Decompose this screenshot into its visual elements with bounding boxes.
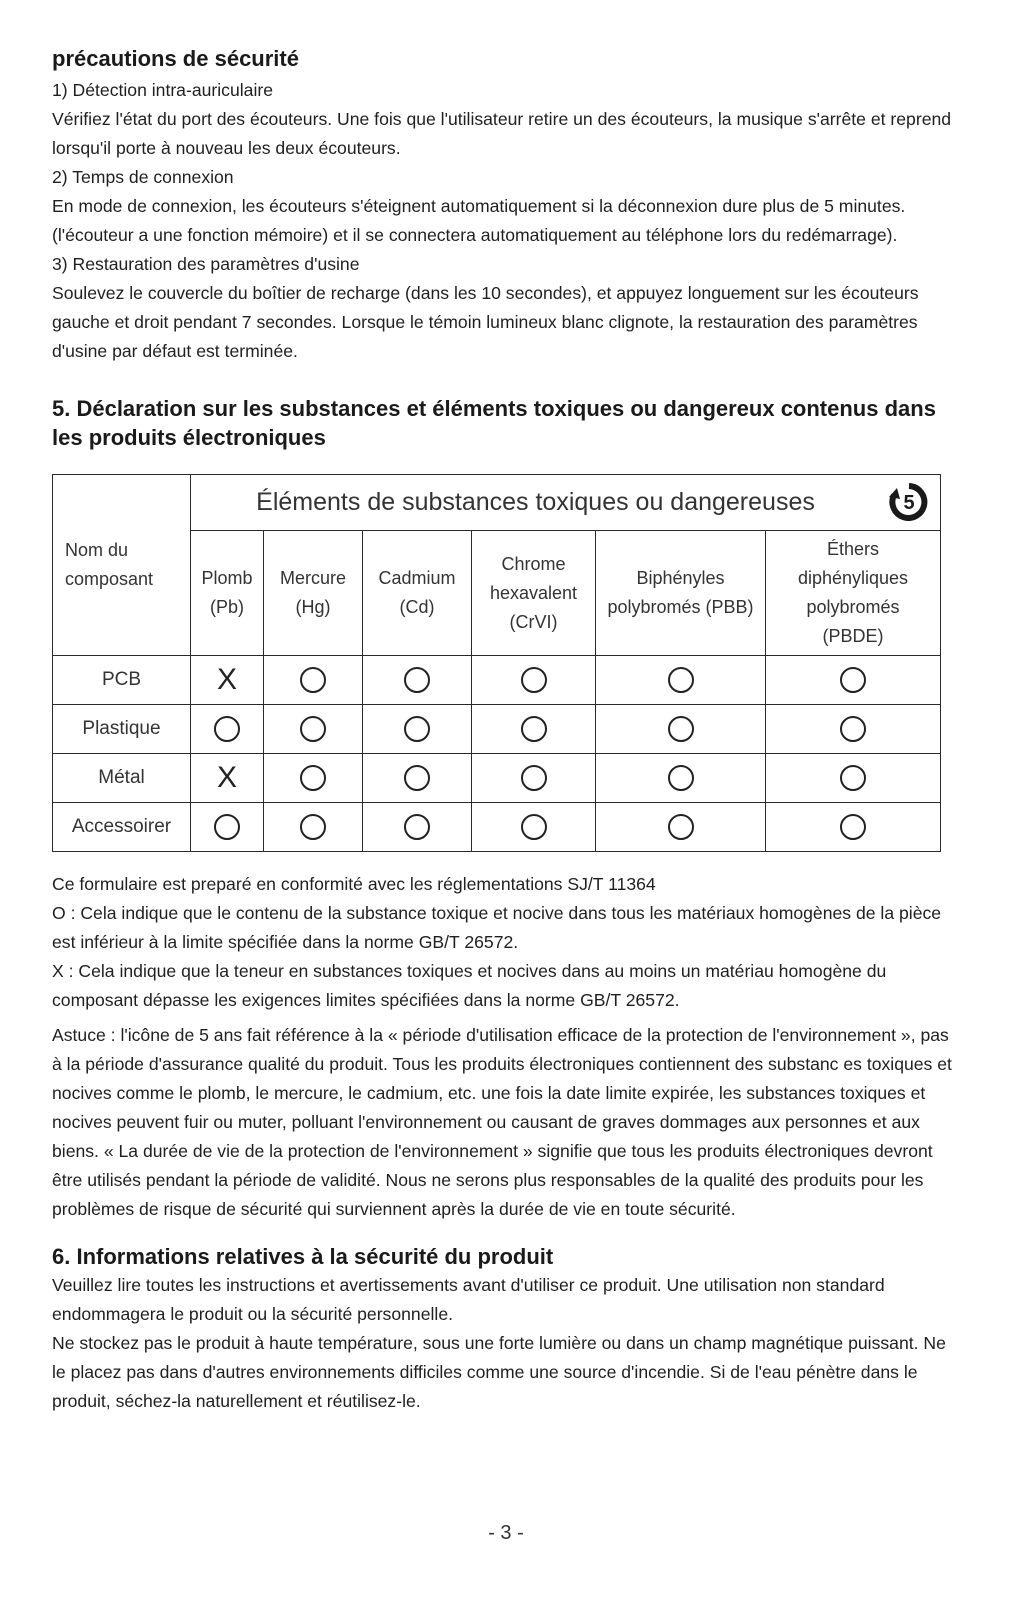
column-header: Mercure (Hg)	[264, 531, 363, 656]
substance-mark-cell	[191, 754, 264, 803]
toxic-substances-table	[52, 474, 941, 852]
component-name-header	[53, 475, 191, 656]
component-name-cell: Métal	[53, 754, 191, 803]
substance-mark-cell	[191, 705, 264, 754]
below-limit-circle-mark	[214, 716, 240, 742]
substance-mark-cell	[264, 656, 363, 705]
connection-time-heading: 2) Temps de connexion	[52, 167, 234, 187]
substance-mark-cell	[191, 656, 264, 705]
note-o-meaning: O : Cela indique que le contenu de la substance toxique et nocive dans tous les matériaux homogènes de la pièce est inférieur à la limite spécifiée dans la norme GB/T 26572.	[52, 903, 942, 952]
below-limit-circle-mark	[300, 814, 326, 840]
below-limit-circle-mark	[300, 765, 326, 791]
substance-mark-cell	[472, 656, 596, 705]
substance-mark-cell	[766, 803, 941, 852]
substance-mark-cell	[596, 705, 766, 754]
substance-mark-cell	[766, 656, 941, 705]
note-x-meaning: X : Cela indique que la teneur en substances toxiques et nocives dans au moins un matériau homogène du composant dépasse les exigences limites spécifiées dans la norme GB/T 26572.	[52, 961, 887, 1010]
factory-reset-heading: 3) Restauration des paramètres d'usine	[52, 254, 360, 274]
substance-mark-cell	[191, 803, 264, 852]
below-limit-circle-mark	[521, 716, 547, 742]
eco-5-year-icon	[888, 483, 930, 521]
substance-mark-cell	[264, 754, 363, 803]
component-name-cell: Plastique	[53, 705, 191, 754]
component-name-cell: Accessoirer	[53, 803, 191, 852]
below-limit-circle-mark	[840, 814, 866, 840]
substance-mark-cell	[596, 803, 766, 852]
exceeds-limit-mark: X	[216, 761, 237, 794]
below-limit-circle-mark	[521, 667, 547, 693]
below-limit-circle-mark	[521, 765, 547, 791]
table-body	[53, 656, 941, 852]
substance-mark-cell	[264, 705, 363, 754]
below-limit-circle-mark	[214, 814, 240, 840]
substance-mark-cell	[766, 754, 941, 803]
substance-mark-cell	[472, 754, 596, 803]
substance-mark-cell	[363, 705, 472, 754]
factory-reset-text: Soulevez le couvercle du boîtier de recharge (dans les 10 secondes), et appuyez longuement sur les écouteurs gauche et droit pendant 7 secondes. Lorsque le témoin lumineux blanc clignote, la restauration des paramètres d'usine par défaut est terminée.	[52, 283, 919, 361]
below-limit-circle-mark	[668, 814, 694, 840]
column-header: Chrome hexavalent (CrVI)	[472, 531, 596, 656]
substance-mark-cell	[596, 656, 766, 705]
below-limit-circle-mark	[300, 667, 326, 693]
page-number: - 3 -	[488, 1522, 524, 1544]
below-limit-circle-mark	[840, 716, 866, 742]
below-limit-circle-mark	[404, 716, 430, 742]
substance-mark-cell	[363, 754, 472, 803]
note-regulation: Ce formulaire est preparé en conformité avec les réglementations SJ/T 11364	[52, 874, 656, 894]
eco-5-year-icon-number: 5	[903, 492, 915, 514]
safety-precautions-title: précautions de sécurité	[52, 46, 299, 71]
column-header: Éthers diphényliques polybromés (PBDE)	[766, 531, 941, 656]
below-limit-circle-mark	[840, 667, 866, 693]
below-limit-circle-mark	[521, 814, 547, 840]
below-limit-circle-mark	[840, 765, 866, 791]
column-header: Cadmium (Cd)	[363, 531, 472, 656]
below-limit-circle-mark	[404, 765, 430, 791]
section6-title: 6. Informations relatives à la sécurité du produit	[52, 1244, 554, 1269]
substance-mark-cell	[363, 803, 472, 852]
substance-mark-cell	[596, 754, 766, 803]
exceeds-limit-mark: X	[216, 663, 237, 696]
table-row	[53, 754, 941, 803]
table-caption-label: Éléments de substances toxiques ou dangereuses	[256, 488, 815, 516]
section6-paragraph-1: Veuillez lire toutes les instructions et avertissements avant d'utiliser ce produit. Une utilisation non standard endommagera le produit ou la sécurité personnelle.	[52, 1275, 885, 1324]
table-row	[53, 803, 941, 852]
below-limit-circle-mark	[668, 765, 694, 791]
table-notes	[52, 870, 952, 1015]
in-ear-detection-heading: 1) Détection intra-auriculaire	[52, 80, 273, 100]
tip-text: Astuce : l'icône de 5 ans fait référence à la « période d'utilisation efficace de la protection de l'environnement », pas à la période d'assurance qualité du produit. Tous les produits électroniques contiennent des substanc es toxiques et nocives comme le plomb, le mercure, le cadmium, etc. une fois la date limite expirée, les substances toxiques et nocives peuvent fuir ou muter, polluant l'environnement ou causant de graves dommages aux personnes et aux biens. « La durée de vie de la protection de l'environnement » signifie que tous les produits électroniques devront être utilisés pendant la période de validité. Nous ne serons plus responsables de la qualité des produits pour les problèmes de risque de sécurité qui surviennent après la durée de vie en toute sécurité.	[52, 1025, 952, 1219]
substance-mark-cell	[766, 705, 941, 754]
table-row	[53, 705, 941, 754]
page-content	[52, 44, 952, 1416]
below-limit-circle-mark	[300, 716, 326, 742]
table-caption	[191, 475, 941, 531]
section5-title: 5. Déclaration sur les substances et éléments toxiques ou dangereux contenus dans les produits électroniques	[52, 396, 936, 450]
substance-mark-cell	[363, 656, 472, 705]
component-name-header-label: Nom du composant	[65, 540, 154, 589]
column-header: Biphényles polybromés (PBB)	[596, 531, 766, 656]
below-limit-circle-mark	[668, 716, 694, 742]
substance-mark-cell	[264, 803, 363, 852]
column-header: Plomb (Pb)	[191, 531, 264, 656]
section6-paragraph-2: Ne stockez pas le produit à haute température, sous une forte lumière ou dans un champ magnétique puissant. Ne le placez pas dans d'autres environnements difficiles comme une source d'incendie. Si de l'eau pénètre dans le produit, séchez-la naturellement et réutilisez-le.	[52, 1333, 946, 1411]
substance-mark-cell	[472, 705, 596, 754]
below-limit-circle-mark	[668, 667, 694, 693]
in-ear-detection-text: Vérifiez l'état du port des écouteurs. Une fois que l'utilisateur retire un des écouteurs, la musique s'arrête et reprend lorsqu'il porte à nouveau les deux écouteurs.	[52, 109, 952, 158]
below-limit-circle-mark	[404, 667, 430, 693]
connection-time-text: En mode de connexion, les écouteurs s'éteignent automatiquement si la déconnexion dure plus de 5 minutes. (l'écouteur a une fonction mémoire) et il se connectera automatiquement au téléphone lors du redémarrage).	[52, 196, 906, 245]
component-name-cell: PCB	[53, 656, 191, 705]
substance-mark-cell	[472, 803, 596, 852]
below-limit-circle-mark	[404, 814, 430, 840]
table-row	[53, 656, 941, 705]
